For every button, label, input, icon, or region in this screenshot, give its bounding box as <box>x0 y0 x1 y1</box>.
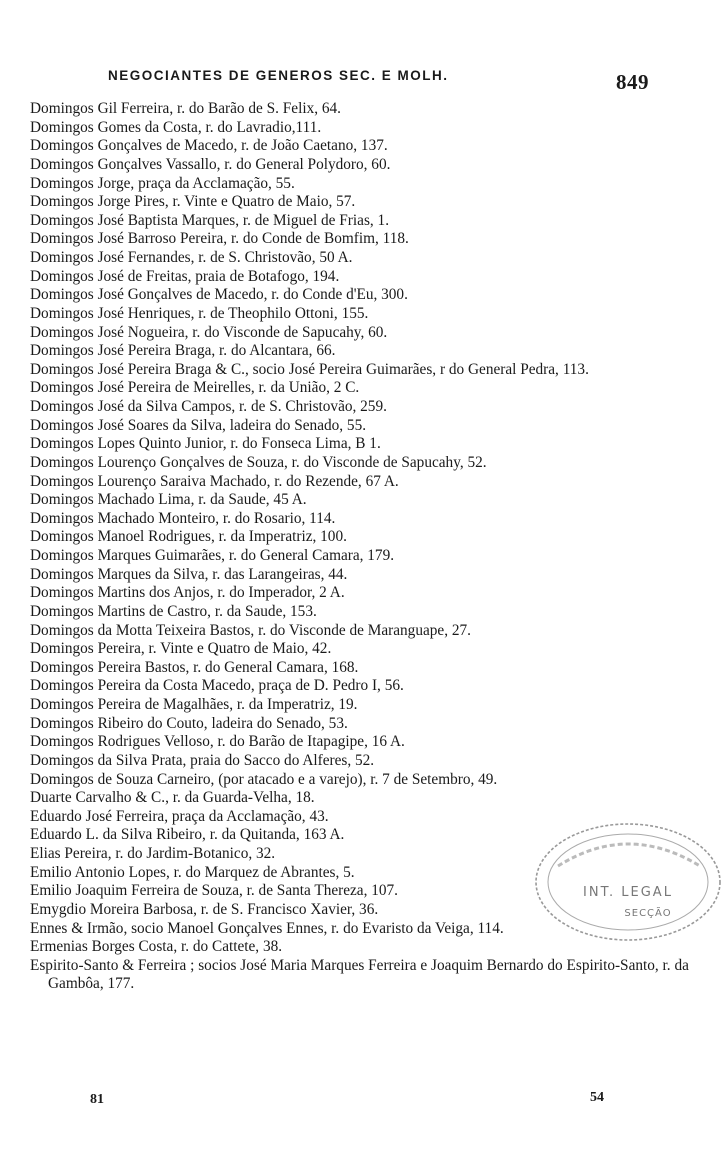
list-item: Domingos Rodrigues Velloso, r. do Barão de Itapagipe, 16 A. <box>30 733 405 751</box>
stamp-line-2: SECÇÃO <box>624 908 672 919</box>
list-item: Domingos Gil Ferreira, r. do Barão de S. Felix, 64. <box>30 100 341 117</box>
list-item: Emilio Antonio Lopes, r. do Marquez de Abrantes, 5. <box>30 863 355 881</box>
stamp-line-1: INT. LEGAL <box>583 885 673 900</box>
list-item: Domingos Machado Lima, r. da Saude, 45 A. <box>30 491 307 509</box>
list-item: Domingos Machado Monteiro, r. do Rosario, 114. <box>30 509 336 527</box>
list-item: Domingos Jorge, praça da Acclamação, 55. <box>30 174 295 192</box>
list-item: Emygdio Moreira Barbosa, r. de S. Francisco Xavier, 36. <box>30 900 379 918</box>
list-item: Domingos Ribeiro do Couto, ladeira do Senado, 53. <box>30 714 348 732</box>
list-item: Domingos Marques Guimarães, r. do General Camara, 179. <box>30 547 395 564</box>
list-item: Domingos Pereira da Costa Macedo, praça de D. Pedro I, 56. <box>30 677 404 695</box>
list-item: Domingos Gonçalves de Macedo, r. de João Caetano, 137. <box>30 137 388 155</box>
list-item: Elias Pereira, r. do Jardim-Botanico, 32. <box>30 845 276 862</box>
list-item: Domingos da Motta Teixeira Bastos, r. do Visconde de Maranguape, 27. <box>30 621 471 639</box>
list-item: Domingos José Pereira Braga, r. do Alcantara, 66. <box>30 342 336 360</box>
list-item: Domingos José Gonçalves de Macedo, r. do Conde d'Eu, 300. <box>30 286 408 304</box>
list-item: Domingos Pereira Bastos, r. do General Camara, 168. <box>30 658 359 676</box>
list-item: Domingos Jorge Pires, r. Vinte e Quatro de Maio, 57. <box>30 193 356 211</box>
list-item: Eduardo José Ferreira, praça da Acclamação, 43. <box>30 807 329 825</box>
list-item: Domingos José Pereira Braga & C., socio José Pereira Guimarães, r do General Pedra, 113. <box>30 360 589 378</box>
list-item: Domingos Martins dos Anjos, r. do Imperador, 2 A. <box>30 584 345 602</box>
list-item: Ennes & Irmão, socio Manoel Gonçalves Ennes, r. do Evaristo da Veiga, 114. <box>30 919 504 937</box>
list-item: Domingos José Baptista Marques, r. de Miguel de Frias, 1. <box>30 211 390 229</box>
list-item: Domingos José Nogueira, r. do Visconde de Sapucahy, 60. <box>30 323 388 341</box>
list-item: Domingos José Soares da Silva, ladeira do Senado, 55. <box>30 416 367 434</box>
list-item: Domingos Lourenço Saraiva Machado, r. do Rezende, 67 A. <box>30 472 399 490</box>
list-item: Domingos de Souza Carneiro, (por atacado e a varejo), r. 7 de Setembro, 49. <box>30 770 498 788</box>
running-header: NEGOCIANTES DE GENEROS SEC. E MOLH. <box>108 68 449 83</box>
list-item: Domingos Pereira de Magalhães, r. da Imperatriz, 19. <box>30 696 358 713</box>
list-item: Domingos Manoel Rodrigues, r. da Imperatriz, 100. <box>30 528 347 546</box>
library-stamp <box>528 818 724 946</box>
signature-mark-left: 81 <box>90 1092 104 1107</box>
list-item: Espirito-Santo & Ferreira ; socios José Maria Marques Ferreira e Joaquim Bernardo do Espirito-Santo, r. da Gambôa, 177. <box>30 956 689 993</box>
list-item: Emilio Joaquim Ferreira de Souza, r. de Santa Thereza, 107. <box>30 882 399 900</box>
stamp-icon <box>528 818 724 946</box>
list-item: Domingos Gonçalves Vassallo, r. do General Polydoro, 60. <box>30 155 391 173</box>
list-item: Domingos Lourenço Gonçalves de Souza, r. do Visconde de Sapucahy, 52. <box>30 453 487 471</box>
list-item: Domingos José Pereira de Meirelles, r. da União, 2 C. <box>30 379 360 397</box>
list-item: Domingos José Henriques, r. de Theophilo Ottoni, 155. <box>30 304 369 322</box>
list-item: Duarte Carvalho & C., r. da Guarda-Velha, 18. <box>30 789 315 807</box>
list-item: Domingos José Fernandes, r. de S. Christovão, 50 A. <box>30 249 353 266</box>
list-item: Eduardo L. da Silva Ribeiro, r. da Quitanda, 163 A. <box>30 826 345 844</box>
list-item: Domingos José Barroso Pereira, r. do Conde de Bomfim, 118. <box>30 230 409 248</box>
signature-mark-right: 54 <box>590 1090 604 1105</box>
page-number: 849 <box>616 70 649 94</box>
list-item: Domingos José da Silva Campos, r. de S. Christovão, 259. <box>30 398 387 415</box>
list-item: Domingos Gomes da Costa, r. do Lavradio,111. <box>30 118 322 136</box>
list-item: Domingos da Silva Prata, praia do Sacco do Alferes, 52. <box>30 751 375 769</box>
list-item: Domingos Marques da Silva, r. das Larangeiras, 44. <box>30 565 348 583</box>
list-item: Domingos Pereira, r. Vinte e Quatro de Maio, 42. <box>30 640 332 658</box>
list-item: Ermenias Borges Costa, r. do Cattete, 38. <box>30 938 283 956</box>
list-item: Domingos Martins de Castro, r. da Saude, 153. <box>30 602 317 620</box>
list-item: Domingos José de Freitas, praia de Botafogo, 194. <box>30 267 340 285</box>
list-item: Domingos Lopes Quinto Junior, r. do Fonseca Lima, B 1. <box>30 435 381 453</box>
